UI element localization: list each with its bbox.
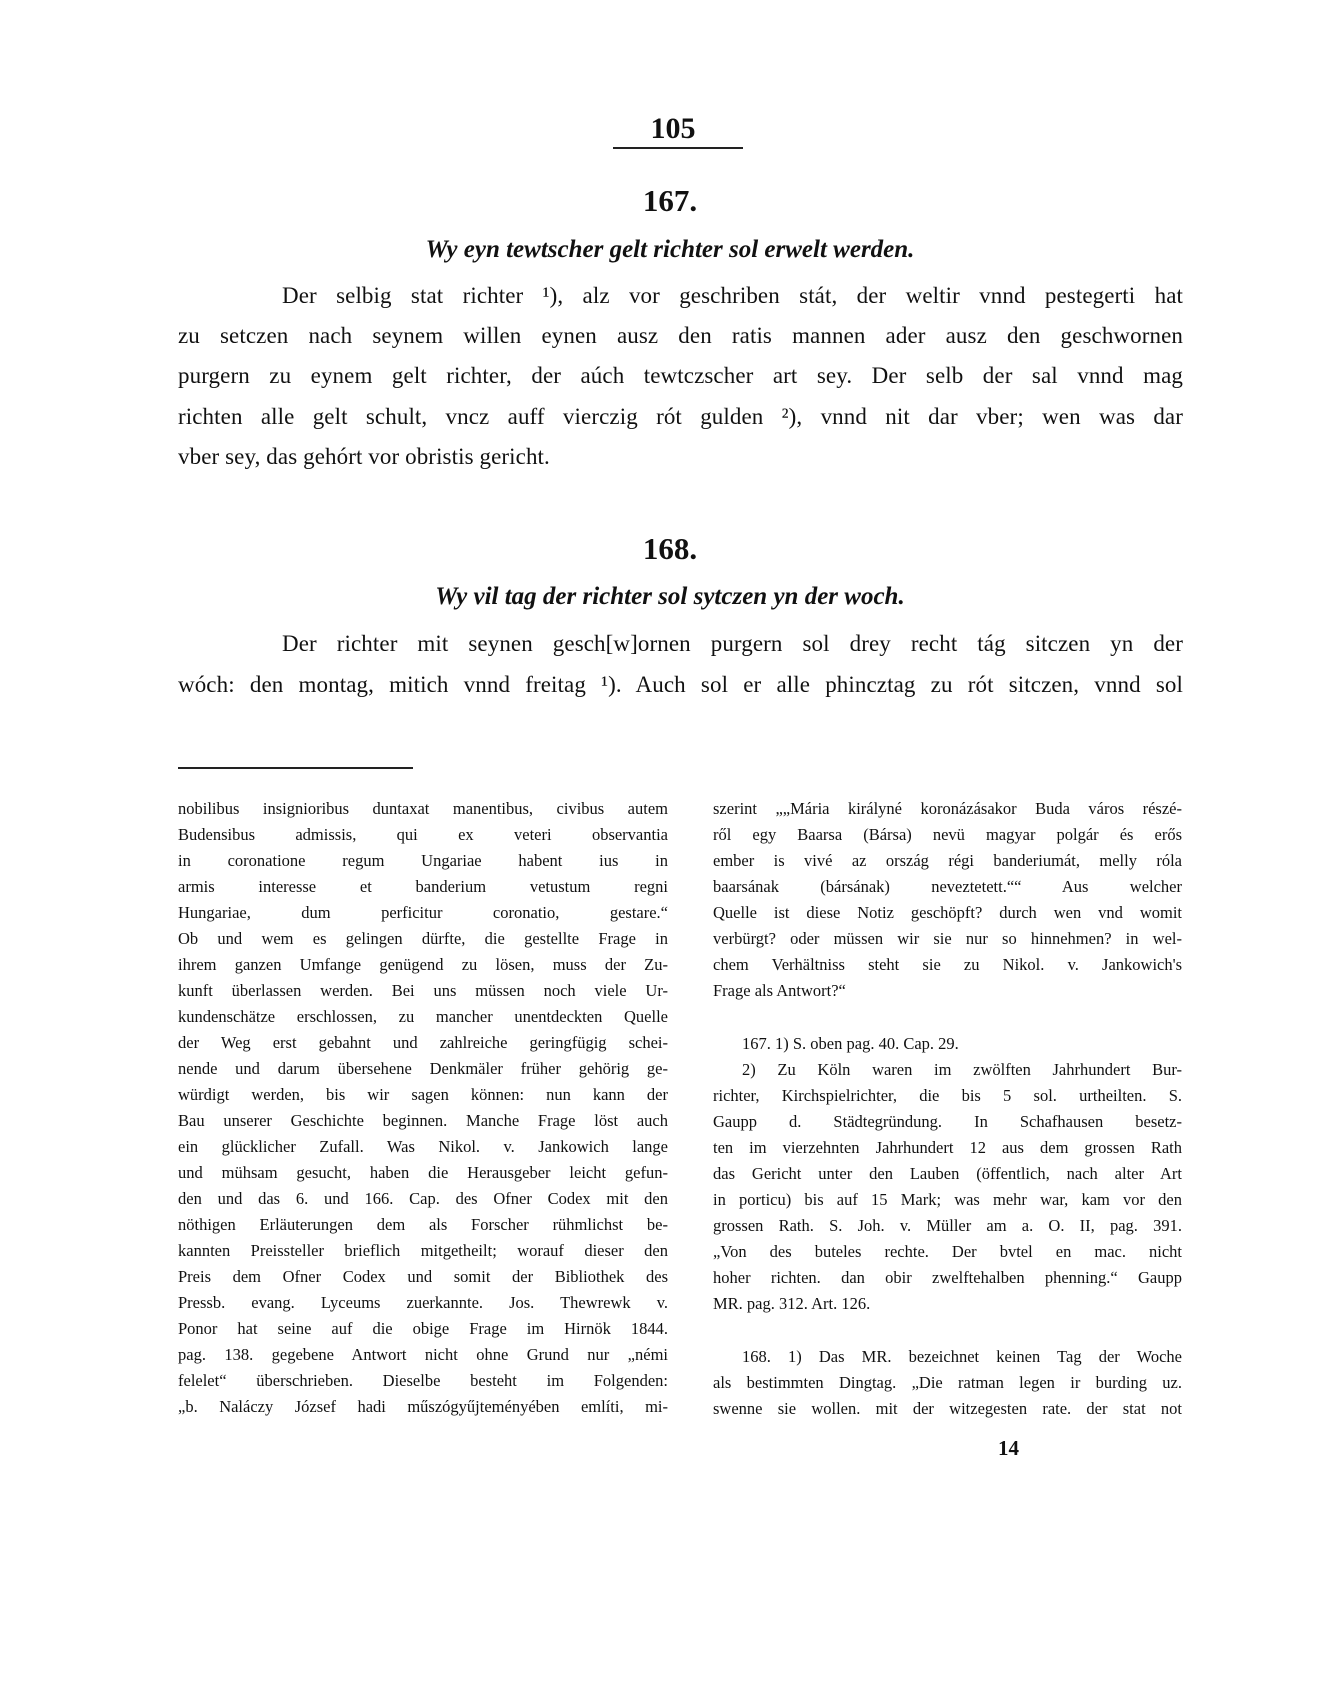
page-number: 105	[650, 112, 696, 145]
footnote-line: ről egy Baarsa (Bársa) nevü magyar polgár és erős	[713, 825, 1182, 844]
footnote-line: grossen Rath. S. Joh. v. Müller am a. O. II, pag. 391.	[713, 1216, 1182, 1235]
footnote-line: und mühsam gesucht, haben die Herausgeber leicht gefun-	[178, 1163, 668, 1182]
footnote-line: chem Verhältniss steht sie zu Nikol. v. Jankowich's	[713, 955, 1182, 974]
footnote-line: hoher richten. dan obir zwelftehalben phenning.“ Gaupp	[713, 1268, 1182, 1287]
text-line: richten alle gelt schult, vncz auff vierczig rót gulden ²), vnnd nit dar vber; wen was dar	[178, 404, 1183, 429]
footnote-line: armis interesse et banderium vetustum regni	[178, 877, 668, 896]
footnote-line: felelet“ überschrieben. Dieselbe besteht im Folgenden:	[178, 1371, 668, 1390]
page-number-rule	[613, 147, 743, 149]
footnote-line: nende und darum übersehene Denkmäler früher gehörig ge-	[178, 1059, 668, 1078]
footnote-line: „b. Naláczy József hadi műszógyűjteményében említi, mi-	[178, 1397, 668, 1416]
footnote-line: nobilibus insignioribus duntaxat manentibus, civibus autem	[178, 799, 668, 818]
footnote-line: 167. 1) S. oben pag. 40. Cap. 29.	[742, 1034, 959, 1053]
footnote-line: Ponor hat seine auf die obige Frage im Hirnök 1844.	[178, 1319, 668, 1338]
section-title: Wy vil tag der richter sol sytczen yn der woch.	[435, 583, 905, 610]
footnote-line: nöthigen Erläuterungen dem als Forscher rühmlichst be-	[178, 1215, 668, 1234]
section-title: Wy eyn tewtscher gelt richter sol erwelt werden.	[425, 236, 915, 263]
footnote-line: „Von des buteles rechte. Der bvtel en mac. nicht	[713, 1242, 1182, 1261]
footnote-line: Quelle ist diese Notiz geschöpft? durch wen vnd womit	[713, 903, 1182, 922]
footnote-line: den und das 6. und 166. Cap. des Ofner Codex mit den	[178, 1189, 668, 1208]
footnote-line: swenne sie wollen. mit der witzegesten rate. der stat not	[713, 1399, 1182, 1418]
section-number: 168.	[642, 531, 698, 566]
footnote-line: Preis dem Ofner Codex und somit der Bibliothek des	[178, 1267, 668, 1286]
footnote-line: verbürgt? oder müssen wir sie nur so hinnehmen? in wel-	[713, 929, 1182, 948]
footnote-line: in coronatione regum Ungariae habent ius in	[178, 851, 668, 870]
footnote-line: Ob und wem es gelingen dürfte, die gestellte Frage in	[178, 929, 668, 948]
footnote-line: baarsának (bársának) neveztetett.““ Aus welcher	[713, 877, 1182, 896]
footnote-line: Pressb. evang. Lyceums zuerkannte. Jos. Thewrewk v.	[178, 1293, 668, 1312]
footnote-line: Hungariae, dum perficitur coronatio, gestare.“	[178, 903, 668, 922]
text-line: Der richter mit seynen gesch[w]ornen purgern sol drey recht tág sitczen yn der	[282, 631, 1183, 656]
footnote-line: Budensibus admissis, qui ex veteri observantia	[178, 825, 668, 844]
footnote-line: kannten Preissteller brieflich mitgetheilt; worauf dieser den	[178, 1241, 668, 1260]
footnote-line: würdigt werden, bis wir sagen können: nun kann der	[178, 1085, 668, 1104]
footnote-line: kundenschätze erschlossen, zu mancher unentdeckten Quelle	[178, 1007, 668, 1026]
footnote-line: Bau unserer Geschichte beginnen. Manche Frage löst auch	[178, 1111, 668, 1130]
signature-mark: 14	[998, 1436, 1019, 1460]
footnote-line: in porticu) bis auf 15 Mark; was mehr war, kam vor den	[713, 1190, 1182, 1209]
footnote-line: richter, Kirchspielrichter, die bis 5 sol. urtheilten. S.	[713, 1086, 1182, 1105]
footnote-line: ihrem ganzen Umfange genügend zu lösen, muss der Zu-	[178, 955, 668, 974]
footnote-line: das Gericht unter den Lauben (öffentlich, nach alter Art	[713, 1164, 1182, 1183]
footnote-rule	[178, 767, 413, 769]
section-number: 167.	[642, 183, 698, 218]
text-line: vber sey, das gehórt vor obristis gericht.	[178, 444, 550, 469]
footnote-line: ein glücklicher Zufall. Was Nikol. v. Jankowich lange	[178, 1137, 668, 1156]
footnote-line: ten im vierzehnten Jahrhundert 12 aus dem grossen Rath	[713, 1138, 1182, 1157]
footnote-line: als bestimmten Dingtag. „Die ratman legen ir burding uz.	[713, 1373, 1182, 1392]
text-line: wóch: den montag, mitich vnnd freitag ¹). Auch sol er alle phincztag zu rót sitczen, vnnd sol	[178, 672, 1183, 697]
footnote-line: der Weg erst gebahnt und zahlreiche geringfügig schei-	[178, 1033, 668, 1052]
text-line: Der selbig stat richter ¹), alz vor geschriben stát, der weltir vnnd pestegerti hat	[282, 283, 1183, 308]
text-line: zu setczen nach seynem willen eynen ausz den ratis mannen ader ausz den geschwornen	[178, 323, 1183, 348]
footnote-line: kunft überlassen werden. Bei uns müssen noch viele Ur-	[178, 981, 668, 1000]
footnote-line: MR. pag. 312. Art. 126.	[713, 1294, 871, 1313]
footnote-line: 2) Zu Köln waren im zwölften Jahrhundert Bur-	[742, 1060, 1182, 1079]
text-line: purgern zu eynem gelt richter, der aúch tewtczscher art sey. Der selb der sal vnnd mag	[178, 363, 1183, 388]
footnote-line: ember is vivé az ország régi banderiumát, melly róla	[713, 851, 1182, 870]
footnote-line: szerint „„Mária királyné koronázásakor Buda város részé-	[713, 799, 1182, 818]
footnote-line: pag. 138. gegebene Antwort nicht ohne Grund nur „némi	[178, 1345, 668, 1364]
footnote-line: Frage als Antwort?“	[713, 981, 846, 1000]
footnote-line: 168. 1) Das MR. bezeichnet keinen Tag der Woche	[742, 1347, 1182, 1366]
footnote-line: Gaupp d. Städtegründung. In Schafhausen besetz-	[713, 1112, 1182, 1131]
